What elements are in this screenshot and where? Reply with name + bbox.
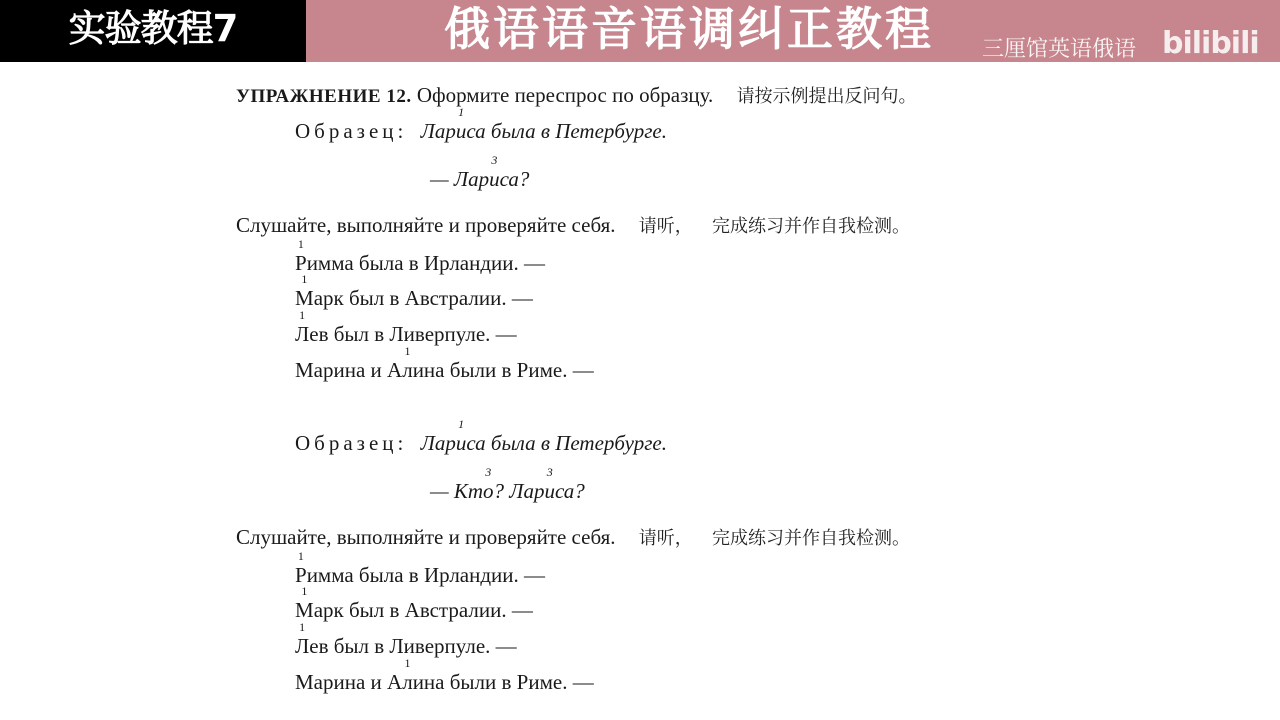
sample-1-statement: Образец: Лар 1 иса была в Петербурге.	[295, 105, 667, 143]
bilibili-logo-icon: bilibili	[1162, 26, 1259, 61]
course-title: 俄语语音语调纠正教程	[444, 2, 934, 56]
drill-1-item-2: 1 Марк был в Австралии. —	[295, 272, 533, 310]
listen-instruction-2: Слушайте, выполняйте и проверяйте себя. 请听， 完成练习并作自我检测。	[236, 525, 911, 549]
drill-1-item-4: Марина и А 1 лина были в Риме. —	[295, 344, 594, 382]
exercise-heading-line	[236, 82, 917, 110]
drill-2-item-1: 1 Римма была в Ирландии. —	[295, 549, 546, 587]
channel-watermark: 三厘馆英语俄语	[982, 37, 1137, 62]
drill-2-item-3: 1 Лев был в Ливерпуле. —	[295, 620, 517, 658]
drill-2-item-2: 1 Марк был в Австралии. —	[295, 584, 533, 622]
drill-1-item-3: 1 Лев был в Ливерпуле. —	[295, 308, 517, 346]
sample-2-statement: Образец: Лар 1 иса была в Петербурге.	[295, 417, 667, 455]
drill-2-item-4: Марина и А 1 лина были в Риме. —	[295, 656, 594, 694]
sample-1-reply: — Лар 3 иса?	[430, 153, 530, 191]
lesson-label: 实验教程7	[0, 0, 306, 62]
drill-1-item-1: 1 Римма была в Ирландии. —	[295, 237, 546, 275]
exercise-instruction-zh: 请按示例提出反问句。	[736, 86, 917, 107]
exercise-instruction-ru: Оформите переспрос по образцу.	[416, 83, 714, 107]
listen-instruction-1: Слушайте, выполняйте и проверяйте себя. 请听， 完成练习并作自我检测。	[236, 213, 911, 237]
sample-label: Образец:	[295, 119, 408, 143]
sample-2-reply: — Кт 3 о? Лар 3 иса?	[430, 465, 585, 503]
sample-label: Образец:	[295, 431, 408, 455]
exercise-number: УПРАЖНЕНИЕ 12.	[236, 86, 412, 107]
